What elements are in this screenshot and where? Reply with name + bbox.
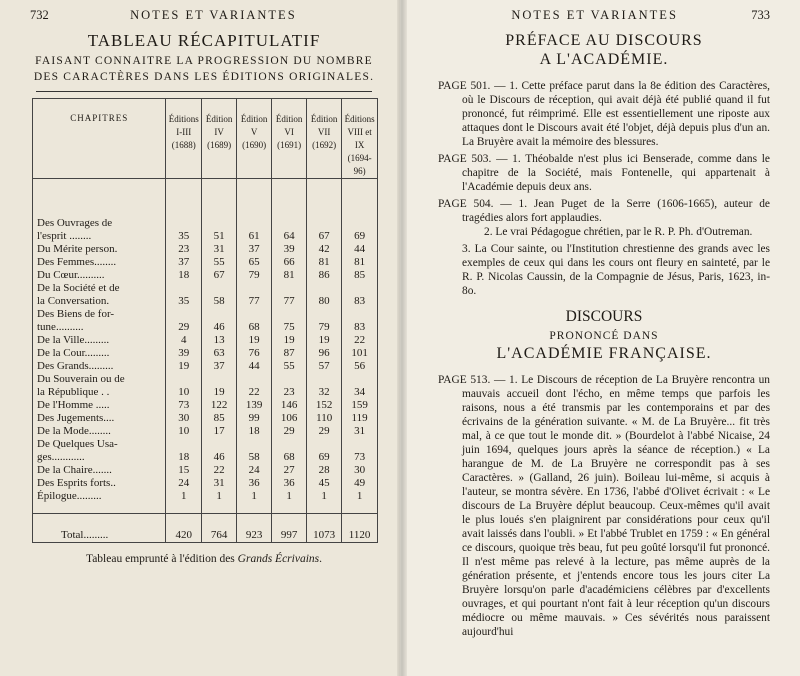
table-cell: 49: [342, 477, 378, 490]
table-row: [33, 373, 378, 399]
table-cell: 99: [237, 412, 272, 425]
table-cell: 87: [272, 347, 307, 360]
running-title-right: NOTES ET VARIANTES: [511, 8, 678, 22]
table-cell: 31: [342, 425, 378, 438]
table-cell: 29: [272, 425, 307, 438]
chapter-name: Des Femmes........: [33, 256, 166, 269]
table-row: [33, 477, 378, 490]
table-cell: 35: [166, 217, 202, 243]
table-row: [33, 334, 378, 347]
note-page-503: PAGE 503. — 1. Théobalde n'est plus ici Benserade, comme dans le chapitre de la Société, mais Fontenelle, qui appartenait à l'Académie depuis deux ans.: [438, 153, 770, 193]
right-page: [400, 0, 800, 676]
chapter-name: Des Grands.........: [33, 360, 166, 373]
column-header-edition: Édition VII (1692): [307, 99, 342, 179]
table-subtitle-1: FAISANT CONNAITRE LA PROGRESSION DU NOMBRE: [35, 55, 373, 67]
chapter-name: Des Ouvrages de l'esprit ........: [33, 217, 166, 243]
discours-title: DISCOURS: [565, 308, 643, 325]
table-cell: 36: [237, 477, 272, 490]
table-row: [33, 269, 378, 282]
table-cell: 36: [272, 477, 307, 490]
table-row: [33, 399, 378, 412]
page-number-right: 733: [751, 8, 770, 22]
chapter-name: De l'Homme .....: [33, 399, 166, 412]
table-cell: 46: [202, 438, 237, 464]
chapter-name: De la Mode........: [33, 425, 166, 438]
chapter-name: Des Esprits forts..: [33, 477, 166, 490]
table-cell: 18: [166, 438, 202, 464]
table-cell: 69: [307, 438, 342, 464]
table-cell: 4: [166, 334, 202, 347]
table-row: [33, 282, 378, 308]
table-cell: 57: [307, 360, 342, 373]
table-cell: 55: [202, 256, 237, 269]
table-row: [33, 360, 378, 373]
table-cell: 68: [272, 438, 307, 464]
table-cell: 34: [342, 373, 378, 399]
table-cell: 44: [237, 360, 272, 373]
table-cell: 55: [272, 360, 307, 373]
running-head-left: [30, 8, 378, 23]
page-number-left: 732: [30, 8, 49, 22]
table-cell: 76: [237, 347, 272, 360]
table-cell: 77: [272, 282, 307, 308]
preface-heading-1: PRÉFACE AU DISCOURS: [505, 32, 703, 49]
table-cell: 139: [237, 399, 272, 412]
table-cell: 65: [237, 256, 272, 269]
table-cell: 22: [202, 464, 237, 477]
chapter-name: Du Cœur..........: [33, 269, 166, 282]
table-cell: 81: [342, 256, 378, 269]
table-caption: Tableau emprunté à l'édition des Grands Écrivains.: [85, 553, 323, 565]
table-cell: 10: [166, 373, 202, 399]
table-cell: 19: [237, 334, 272, 347]
table-cell: 110: [307, 412, 342, 425]
chapter-name: De la Société et de la Conversation.: [33, 282, 166, 308]
running-title-left: NOTES ET VARIANTES: [130, 8, 297, 22]
table-cell: 27: [272, 464, 307, 477]
chapter-name: Du Souverain ou de la République . .: [33, 373, 166, 399]
column-header-edition: Éditions I-III (1688): [166, 99, 202, 179]
table-cell: 51: [202, 217, 237, 243]
table-cell: 32: [307, 373, 342, 399]
note-page-513: PAGE 513. — 1. Le Discours de réception de La Bruyère rencontra un mauvais accueil dont l'écho, en même temps que parfois les raisons, nous a été transmis par les contemporains et par des écrivains de la génération suivante. « M. de La Bruyère... fit très mal, à ce que tout le monde dit. » (Bourdelot à l'abbé Nicaise, 24 juin 1694, quelques jours après la séance de réception.) « La harangue de M. de La Bruyère ne correspondit pas à ses Caractères. » (Galland, 26 juin). Boileau lui-même, si acquis à l'auteur, se montra sévère. En 1736, l'abbé d'Olivet écrivait : « Le discours de La Bruyère déplut beaucoup. Ceux-mêmes qu'il avait le plus loués s'en plaignirent par considérations pour ceux qu'il avait laissés dans l'oubli. » Et l'abbé Trublet en 1759 : « En général ce discours, quoique très beau, fut peu goûté lorsqu'il fut prononcé. Il n'est même pas relevé à la lecture, pas même auprès de la génération présente, et j'entends encore tous les jours citer La Bruyère lorsqu'on parle d'académiciens célèbres par d'excellents ouvrages, et qui pourtant n'ont fait à leur réception qu'un discours médiocre ou même mauvais. » Ces sévérités nous paraissent aujourd'hui: [438, 374, 770, 638]
table-cell: 58: [202, 282, 237, 308]
column-header-edition: Éditions VIII et IX (1694-96): [342, 99, 378, 179]
column-header-edition: Édition IV (1689): [202, 99, 237, 179]
table-cell: 58: [237, 438, 272, 464]
table-cell: 73: [166, 399, 202, 412]
table-subtitle-2: DES CARACTÈRES DANS LES ÉDITIONS ORIGINALES.: [33, 71, 375, 83]
table-cell: 85: [202, 412, 237, 425]
table-cell: 83: [342, 308, 378, 334]
chapter-name: Des Biens de for- tune..........: [33, 308, 166, 334]
table-cell: 42: [307, 243, 342, 256]
chapter-name: Épilogue.........: [33, 490, 166, 503]
discours-subtitle: PRONONCÉ DANS: [549, 330, 659, 342]
table-cell: 106: [272, 412, 307, 425]
table-cell: 22: [237, 373, 272, 399]
table-cell: 86: [307, 269, 342, 282]
table-cell: 81: [307, 256, 342, 269]
table-cell: 61: [237, 217, 272, 243]
table-cell: 19: [307, 334, 342, 347]
note-page-504: PAGE 504. — 1. Jean Puget de la Serre (1606-1665), auteur de tragédies alors fort applaudies.: [438, 198, 770, 224]
table-cell: 31: [202, 477, 237, 490]
total-cell: 1073: [307, 514, 342, 543]
table-cell: 19: [272, 334, 307, 347]
table-cell: 67: [202, 269, 237, 282]
table-row: [33, 256, 378, 269]
total-cell: 764: [202, 514, 237, 543]
table-cell: 18: [237, 425, 272, 438]
column-header-chapitres: CHAPITRES: [33, 99, 166, 179]
table-cell: 101: [342, 347, 378, 360]
table-cell: 24: [237, 464, 272, 477]
total-cell: 997: [272, 514, 307, 543]
table-cell: 63: [202, 347, 237, 360]
table-cell: 23: [166, 243, 202, 256]
table-cell: 39: [166, 347, 202, 360]
total-row: [33, 514, 378, 543]
total-cell: 420: [166, 514, 202, 543]
table-cell: 1: [202, 490, 237, 503]
table-row: [33, 243, 378, 256]
table-row: [33, 490, 378, 503]
table-cell: 81: [272, 269, 307, 282]
running-head-right: [438, 8, 770, 23]
chapter-name: Des Jugements....: [33, 412, 166, 425]
table-cell: 68: [237, 308, 272, 334]
table-cell: 13: [202, 334, 237, 347]
table-cell: 67: [307, 217, 342, 243]
table-cell: 83: [342, 282, 378, 308]
table-cell: 44: [342, 243, 378, 256]
total-label: Total.........: [33, 514, 166, 543]
table-cell: 85: [342, 269, 378, 282]
chapter-name: Du Mérite person.: [33, 243, 166, 256]
note-page-501: PAGE 501. — 1. Cette préface parut dans la 8e édition des Caractères, où le Discours de réception, qui avait déjà été publié quand il fut prononcé, fut réimprimé. Elle est essentiellement une riposte aux attaques dont le Discours avait été l'objet, déjà depuis plus d'un an. La Bruyère avait la mémoire des blessures.: [438, 80, 770, 148]
table-cell: 1: [342, 490, 378, 503]
note-504-2: 2. Le vrai Pédagogue chrétien, par le R. P. Ph. d'Outreman.: [484, 226, 753, 238]
table-cell: 119: [342, 412, 378, 425]
total-cell: 1120: [342, 514, 378, 543]
table-cell: 15: [166, 464, 202, 477]
editions-table: [32, 98, 378, 543]
table-cell: 37: [237, 243, 272, 256]
table-title: TABLEAU RÉCAPITULATIF: [87, 31, 321, 50]
table-cell: 64: [272, 217, 307, 243]
chapter-name: De la Cour.........: [33, 347, 166, 360]
table-row: [33, 412, 378, 425]
table-cell: 1: [307, 490, 342, 503]
table-cell: 45: [307, 477, 342, 490]
table-cell: 39: [272, 243, 307, 256]
table-cell: 35: [166, 282, 202, 308]
chapter-name: De Quelques Usa- ges............: [33, 438, 166, 464]
table-cell: 30: [342, 464, 378, 477]
column-header-edition: Édition VI (1691): [272, 99, 307, 179]
table-row: [33, 347, 378, 360]
table-row: [33, 308, 378, 334]
table-cell: 66: [272, 256, 307, 269]
table-cell: 1: [237, 490, 272, 503]
table-cell: 29: [166, 308, 202, 334]
table-cell: 37: [166, 256, 202, 269]
table-cell: 46: [202, 308, 237, 334]
table-cell: 77: [237, 282, 272, 308]
table-cell: 17: [202, 425, 237, 438]
table-row: [33, 425, 378, 438]
table-cell: 10: [166, 425, 202, 438]
book-gutter: [397, 0, 407, 676]
column-header-edition: Édition V (1690): [237, 99, 272, 179]
table-cell: 22: [342, 334, 378, 347]
divider-rule: [36, 91, 372, 92]
table-row: [33, 438, 378, 464]
table-cell: 30: [166, 412, 202, 425]
table-cell: 23: [272, 373, 307, 399]
table-row: [33, 464, 378, 477]
table-cell: 24: [166, 477, 202, 490]
table-cell: 56: [342, 360, 378, 373]
table-row: [33, 217, 378, 243]
table-cell: 19: [202, 373, 237, 399]
table-cell: 152: [307, 399, 342, 412]
table-cell: 96: [307, 347, 342, 360]
table-cell: 1: [272, 490, 307, 503]
table-cell: 31: [202, 243, 237, 256]
chapter-name: De la Chaire.......: [33, 464, 166, 477]
total-cell: 923: [237, 514, 272, 543]
table-cell: 37: [202, 360, 237, 373]
chapter-name: De la Ville.........: [33, 334, 166, 347]
table-cell: 80: [307, 282, 342, 308]
academie-heading: L'ACADÉMIE FRANÇAISE.: [496, 345, 712, 362]
table-cell: 79: [237, 269, 272, 282]
table-cell: 29: [307, 425, 342, 438]
table-cell: 1: [166, 490, 202, 503]
table-cell: 69: [342, 217, 378, 243]
preface-heading-2: A L'ACADÉMIE.: [539, 51, 669, 68]
table-cell: 79: [307, 308, 342, 334]
table-cell: 73: [342, 438, 378, 464]
table-cell: 19: [166, 360, 202, 373]
table-cell: 28: [307, 464, 342, 477]
table-cell: 122: [202, 399, 237, 412]
note-504-3: 3. La Cour sainte, ou l'Institution chrestienne des grands avec les exemples de ceux qui dans les cours ont fleury en sainteté, par le R. P. Nicolas Caussin, de la Compagnie de Jésus, Paris, 1623, in-8o.: [462, 243, 770, 297]
table-cell: 146: [272, 399, 307, 412]
table-cell: 18: [166, 269, 202, 282]
table-cell: 75: [272, 308, 307, 334]
table-cell: 159: [342, 399, 378, 412]
